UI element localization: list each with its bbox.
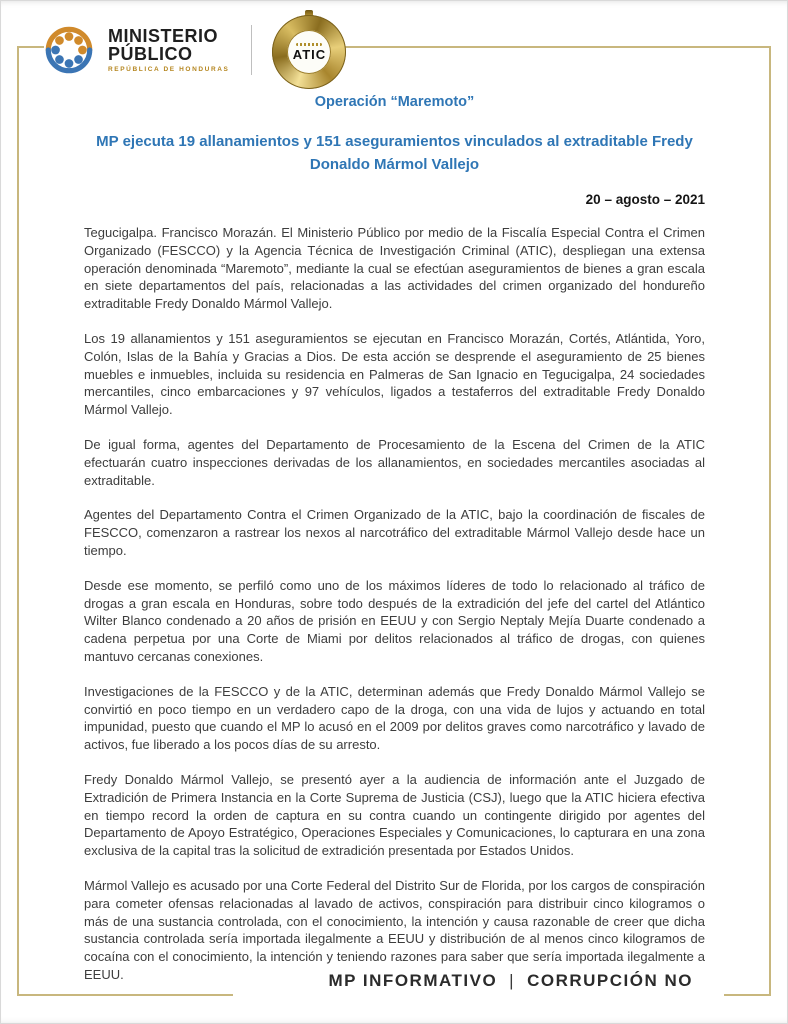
gold-frame-top-right-line [336,46,771,48]
wordmark-line1: MINISTERIO [108,26,219,46]
document-content [84,94,705,1001]
article-paragraph-2: Los 19 allanamientos y 151 aseguramientos se ejecutan en Francisco Morazán, Cortés, Atlántida, Yoro, Colón, Islas de la Bahía y Gracias a Dios. De esta acción se desprende el aseguramiento de 25 bienes muebles e inmuebles, incluida su residencia en Palmeras de San Ignacio en Tegucigalpa, 24 sociedades mercantiles, cinco embarcaciones y 97 vehículos, ligados a testaferros del extraditable Fredy Donaldo Mármol Vallejo. [84,330,705,418]
gold-frame-right-line [769,46,771,996]
gold-frame-bottom-right-stub [724,994,771,996]
footer-left-label: MP INFORMATIVO [328,971,498,990]
footer-separator: | [509,971,516,990]
article-paragraph-4: Agentes del Departamento Contra el Crimen Organizado de la ATIC, bajo la coordinación de fiscales de FESCCO, comenzaron a rastrear los nexos al narcotráfico del extraditable Mármol Vallejo desde hace un tiempo. [84,507,705,558]
article-paragraph-3: De igual forma, agentes del Departamento de Procesamiento de la Escena del Crimen de la ATIC efectuarán cuatro inspecciones derivadas de los allanamientos, en sociedades mercantiles asociadas al extraditable. [84,436,705,488]
atic-arc-text-decoration [296,43,322,46]
atic-inner-circle [287,30,331,74]
atic-label: ATIC [292,46,327,62]
operation-title: Operación “Maremoto” [314,94,475,110]
article-paragraph-6: Investigaciones de la FESCCO y de la ATIC, determinan además que Fredy Donaldo Mármol Vallejo se convirtió en poco tiempo en un verdadero capo de la droga, con una vida de lujos y actuando en total impunidad, puesto que cuando el MP lo acusó en el 2009 por delitos graves como narcotráfico y lavado de activos, fue liberado a los pocos días de su arresto. [84,683,705,753]
document-headline: MP ejecuta 19 allanamientos y 151 aseguramientos vinculados al extraditable Fredy Donaldo Mármol Vallejo [96,133,693,173]
ministerio-publico-wordmark [108,27,229,73]
wordmark-line2: PÚBLICO [108,44,193,64]
logo-divider [251,25,252,75]
atic-logo-icon [270,10,348,90]
header [40,10,348,90]
document-date: 20 – agosto – 2021 [585,192,705,207]
atic-gold-ring [272,15,346,89]
gold-frame-left-line [17,46,19,996]
footer-banner [0,971,693,991]
article-paragraph-8: Mármol Vallejo es acusado por una Corte Federal del Distrito Sur de Florida, por los cargos de conspiración para cometer ofensas relacionadas al lavado de activos, conspiración para distribuir cinco kilogramos o más de una sustancia controlada, con el conocimiento, la intención y causa razonable de creer que dicha sustancia controlada sería importada ilegalmente a EEUU y distribución de al menos cinco kilogramos de cocaína con el conocimiento, la intención y teniendo razones para saber que sería importada ilegalmente a EEUU. [84,877,705,982]
footer-right-label: CORRUPCIÓN NO [527,971,693,990]
article-paragraph-5: Desde ese momento, se perfiló como uno de los máximos líderes de todo lo relacionado al tráfico de drogas a gran escala en Honduras, sobre todo después de la extradición del jefe del cartel del Atlántico Wilter Blanco condenado a 20 años de prisión en EEUU y con Sergio Neptaly Mejía Duarte condenado a cadena perpetua por una Corte de Miami por delitos relacionados al tráfico de drogas, con quienes mantuvo cercanas conexiones. [84,577,705,664]
wordmark-subtitle: REPÚBLICA DE HONDURAS [108,66,230,73]
article-body [84,224,705,984]
ministerio-publico-logo-icon [40,21,98,79]
article-paragraph-1: Tegucigalpa. Francisco Morazán. El Ministerio Público por medio de la Fiscalía Especial Contra el Crimen Organizado (FESCCO) y la Agencia Técnica de Investigación Criminal (ATIC), despliegan una extensa operación denominada “Maremoto”, mediante la cual se efectúan aseguramientos de bienes a gran escala en siete departamentos del país, relacionadas a las actividades del crimen organizado del hondureño extraditable Fredy Donaldo Mármol Vallejo. [84,225,705,312]
article-paragraph-7: Fredy Donaldo Mármol Vallejo, se presentó ayer a la audiencia de información ante el Juzgado de Extradición de Primera Instancia en la Corte Suprema de Justicia (CSJ), luego que la ATIC hiciera efectiva en tiempo record la orden de captura en su contra cuando un contingente dirigido por agentes del Departamento de Apoyo Estratégico, Operaciones Especiales y Comunicaciones, lo capturara en una zona exclusiva de la capital tras la solicitud de extradición presentada por Estados Unidos. [84,771,705,859]
